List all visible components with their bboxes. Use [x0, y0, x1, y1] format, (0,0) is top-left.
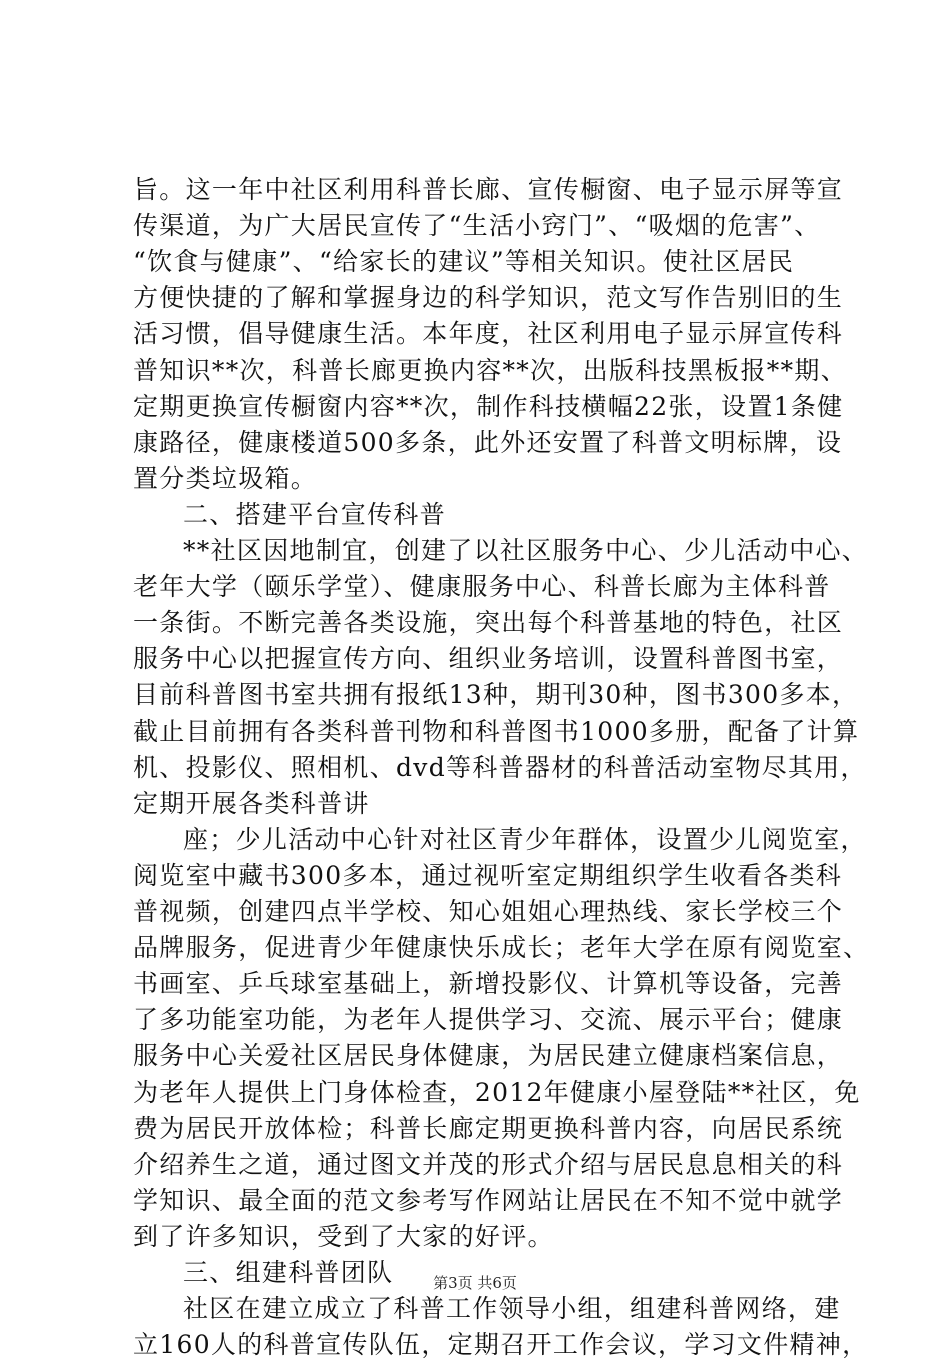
text-line: 品牌服务，促进青少年健康快乐成长；老年大学在原有阅览室、 [133, 933, 870, 963]
text-line: 置分类垃圾箱。 [133, 463, 318, 493]
text-line: 阅览室中藏书300多本，通过视听室定期组织学生收看各类科 [133, 860, 843, 890]
text-line: 活习惯，倡导健康生活。本年度，社区利用电子显示屏宣传科 [133, 319, 844, 349]
text-line: 到了许多知识，受到了大家的好评。 [133, 1221, 554, 1251]
text-line: 立160人的科普宣传队伍，定期召开工作会议，学习文件精神， [133, 1330, 869, 1360]
text-line: 旨。这一年中社区利用科普长廊、宣传橱窗、电子显示屏等宣 [133, 175, 844, 204]
text-line: 学知识、最全面的范文参考写作网站让居民在不知不觉中就学 [133, 1185, 844, 1215]
text-line: 费为居民开放体检；科普长廊定期更换科普内容，向居民系统 [133, 1113, 844, 1143]
text-line: 老年大学（颐乐学堂）、健康服务中心、科普长廊为主体科普 [133, 572, 831, 602]
text-line: 目前科普图书室共拥有报纸13种，期刊30种，图书300多本， [133, 680, 859, 710]
section-heading: 二、搭建平台宣传科普 [183, 499, 447, 529]
text-line: 普视频，创建四点半学校、知心姐姐心理热线、家长学校三个 [133, 897, 844, 926]
text-line: 普知识**次，科普长廊更换内容**次，出版科技黑板报**期、 [133, 355, 848, 385]
text-line: 康路径，健康楼道500多条，此外还安置了科普文明标牌，设 [133, 427, 843, 457]
page-number-footer: 第3页 共6页 [433, 1274, 517, 1292]
text-line: 书画室、乒乓球室基础上，新增投影仪、计算机等设备，完善 [133, 969, 844, 999]
text-line: 社区在建立成立了科普工作领导小组，组建科普网络，建 [183, 1294, 841, 1324]
text-line: 机、投影仪、照相机、dvd等科普器材的科普活动室物尽其用， [133, 752, 867, 782]
text-line: 一条街。不断完善各类设施，突出每个科普基地的特色，社区 [133, 608, 844, 638]
text-line: 定期更换宣传橱窗内容**次，制作科技横幅22张，设置1条健 [133, 391, 844, 421]
text-line: 介绍养生之道，通过图文并茂的形式介绍与居民息息相关的科 [133, 1149, 844, 1179]
text-line: 方便快捷的了解和掌握身边的科学知识，范文写作告别旧的生 [133, 283, 844, 313]
text-line: **社区因地制宜，创建了以社区服务中心、少儿活动中心、 [183, 536, 869, 565]
text-line: 座；少儿活动中心针对社区青少年群体，设置少儿阅览室， [183, 824, 867, 854]
text-line: 了多功能室功能，为老年人提供学习、交流、展示平台；健康 [133, 1005, 844, 1035]
text-line: 截止目前拥有各类科普刊物和科普图书1000多册，配备了计算 [133, 716, 860, 746]
text-line: 服务中心以把握宣传方向、组织业务培训，设置科普图书室， [133, 644, 844, 674]
text-line: 为老年人提供上门身体检查，2012年健康小屋登陆**社区，免 [133, 1077, 861, 1107]
text-line: “饮食与健康”、“给家长的建议”等相关知识。使社区居民 [133, 247, 795, 277]
text-line: 定期开展各类科普讲 [133, 788, 370, 818]
section-heading: 三、组建科普团队 [183, 1258, 394, 1287]
text-line: 服务中心关爱社区居民身体健康，为居民建立健康档案信息， [133, 1041, 844, 1071]
text-line: 传渠道，为广大居民宣传了“生活小窍门”、“吸烟的危害”、 [133, 211, 821, 241]
